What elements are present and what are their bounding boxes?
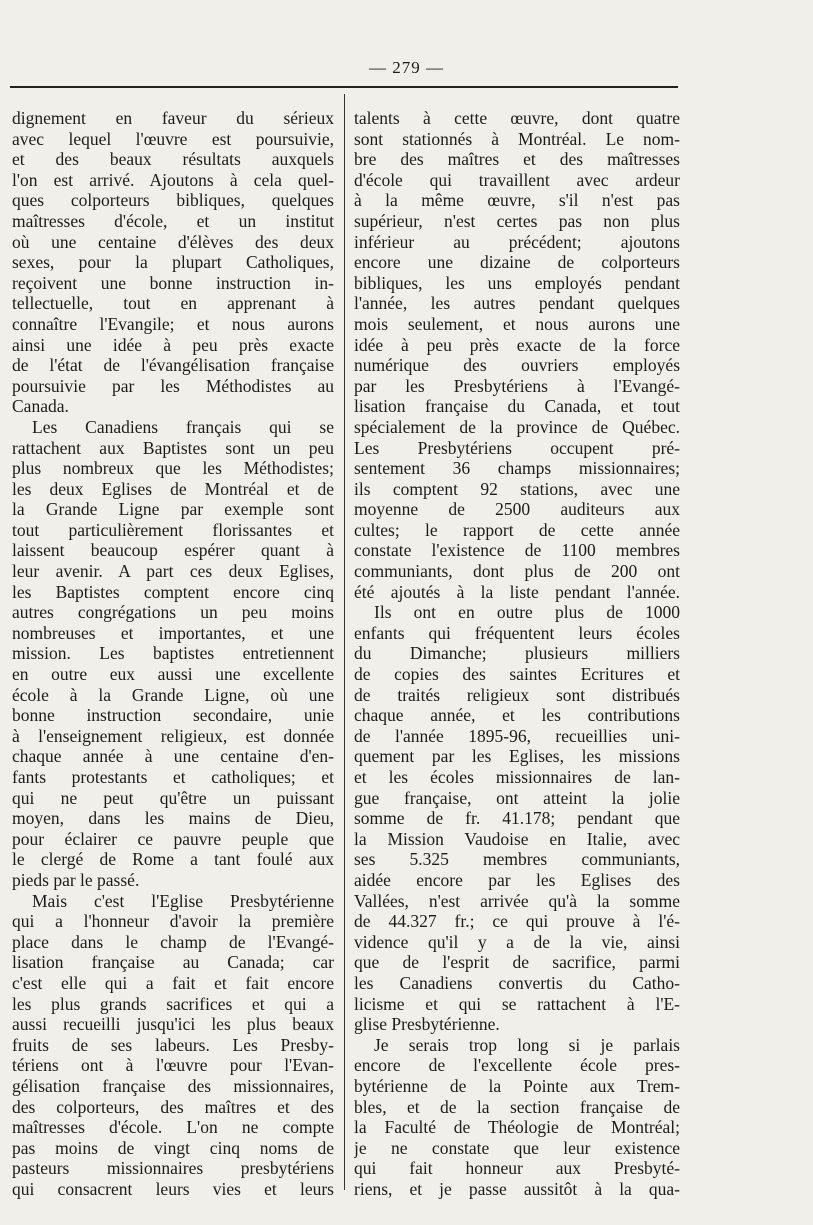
text-line: idée à peu près exacte de la force — [354, 334, 680, 355]
text-line: dignement en faveur du sérieux — [12, 108, 334, 128]
text-line: avec lequel l'œuvre est poursuivie, — [12, 128, 334, 149]
text-line: des colporteurs, des maîtres et des — [12, 1096, 334, 1117]
text-line: glise Presbytérienne. — [354, 1014, 500, 1035]
text-line: licisme et qui se rattachent à l'E- — [354, 993, 680, 1014]
text-line: Ils ont en outre plus de 1000 — [374, 602, 680, 623]
text-line: de 44.327 fr.; ce qui prouve à l'é- — [354, 911, 680, 932]
text-line: riens, et je passe aussitôt à la qua- — [354, 1178, 680, 1199]
text-line: mission. Les baptistes entretiennent — [12, 643, 334, 664]
text-line: quement par les Eglises, les missions — [354, 746, 680, 767]
text-line: ils comptent 92 stations, avec une — [354, 478, 680, 499]
text-line: de l'état de l'évangélisation française — [12, 355, 334, 376]
text-line: lisation française du Canada, et tout — [354, 396, 680, 417]
text-line: qui fait honneur aux Presbyté- — [354, 1158, 680, 1179]
text-line: ques colporteurs bibliques, quelques — [12, 190, 334, 211]
text-line: et des beaux résultats auxquels — [12, 149, 334, 170]
text-line: les Canadiens convertis du Catho- — [354, 972, 680, 993]
text-line: école à la Grande Ligne, où une — [12, 684, 334, 705]
page-number: — 279 — — [369, 58, 444, 77]
text-line: l'année, les autres pendant quelques — [354, 293, 680, 314]
text-line: maîtresses d'école, et un institut — [12, 210, 334, 231]
text-line: qui consacrent leurs vies et leurs — [12, 1178, 334, 1199]
text-line: mois seulement, et nous aurons une — [354, 313, 680, 334]
text-line: rattachent aux Baptistes sont un peu — [12, 437, 334, 458]
text-line: enfants qui fréquentent leurs écoles — [354, 622, 680, 643]
text-line: spécialement de la province de Québec. — [354, 416, 680, 437]
text-line: poursuivie par les Méthodistes au — [12, 375, 334, 396]
text-line: bytérienne de la Pointe aux Trem- — [354, 1075, 680, 1096]
text-line: été ajoutés à la liste pendant l'année. — [354, 581, 680, 602]
text-line: laissent beaucoup espérer quant à — [12, 540, 334, 561]
text-line: c'est elle qui a fait et fait encore — [12, 972, 334, 993]
text-line: bre des maîtres et des maîtresses — [354, 149, 680, 170]
text-line: supérieur, n'est certes pas non plus — [354, 210, 680, 231]
text-line: je ne constate que leur existence — [354, 1137, 680, 1158]
left-column — [12, 108, 334, 1199]
text-line: Les Presbytériens occupent pré- — [354, 437, 680, 458]
text-line: la Mission Vaudoise en Italie, avec — [354, 828, 680, 849]
text-line: les plus grands sacrifices et qui a — [12, 993, 334, 1014]
text-line: nombreuses et importantes, et une — [12, 622, 334, 643]
text-line: les deux Eglises de Montréal et de — [12, 478, 334, 499]
right-column — [354, 108, 680, 1199]
text-line: d'école qui travaillent avec ardeur — [354, 169, 680, 190]
text-line: place dans le champ de l'Evangé- — [12, 931, 334, 952]
text-line: du Dimanche; plusieurs milliers — [354, 643, 680, 664]
text-line: Canada. — [12, 396, 69, 417]
text-line: constate l'existence de 1100 membres — [354, 540, 680, 561]
text-line: lisation française au Canada; car — [12, 952, 334, 973]
text-line: numérique des ouvriers employés — [354, 355, 680, 376]
text-line: tériens ont à l'œuvre pour l'Evan- — [12, 1055, 334, 1076]
text-line: pieds par le passé. — [12, 869, 140, 890]
text-line: de copies des saintes Ecritures et — [354, 664, 680, 685]
text-line: plus nombreux que les Méthodistes; — [12, 458, 334, 479]
text-line: sexes, pour la plupart Catholiques, — [12, 252, 334, 273]
text-line: Vallées, n'est arrivée qu'à la somme — [354, 890, 680, 911]
text-line: bibliques, les uns employés pendant — [354, 272, 680, 293]
text-line: fants protestants et catholiques; et — [12, 767, 334, 787]
text-line: pasteurs missionnaires presbytériens — [12, 1158, 334, 1179]
text-line: chaque année, et les contributions — [354, 705, 680, 726]
text-line: et les écoles missionnaires de lan- — [354, 767, 680, 787]
text-line: où une centaine d'élèves des deux — [12, 231, 334, 252]
text-line: vidence qu'il y a de la vie, ainsi — [354, 931, 680, 952]
text-line: les Baptistes comptent encore cinq — [12, 581, 334, 602]
text-line: encore une dizaine de colporteurs — [354, 252, 680, 273]
text-line: Je serais trop long si je parlais — [374, 1034, 680, 1055]
text-line: pas moins de vingt cinq noms de — [12, 1137, 334, 1158]
text-line: reçoivent une bonne instruction in- — [12, 272, 334, 293]
column-divider — [344, 94, 345, 1190]
text-line: sont stationnés à Montréal. Le nom- — [354, 128, 680, 149]
text-line: aussi recueilli jusqu'ici les plus beaux — [12, 1014, 334, 1035]
text-line: autres congrégations un peu moins — [12, 602, 334, 623]
text-line: gue française, ont atteint la jolie — [354, 787, 680, 808]
text-line: ainsi une idée à peu près exacte — [12, 334, 334, 355]
text-line: connaître l'Evangile; et nous aurons — [12, 313, 334, 334]
text-line: moyen, dans les mains de Dieu, — [12, 808, 334, 829]
text-line: que de l'esprit de sacrifice, parmi — [354, 952, 680, 973]
text-line: tout particulièrement florissantes et — [12, 519, 334, 540]
text-line: gélisation française des missionnaires, — [12, 1075, 334, 1096]
text-line: qui a l'honneur d'avoir la première — [12, 911, 334, 932]
text-line: de l'année 1895-96, recueillies uni- — [354, 725, 680, 746]
text-line: qui ne peut qu'être un puissant — [12, 787, 334, 808]
text-line: en outre eux aussi une excellente — [12, 664, 334, 685]
text-line: Les Canadiens français qui se — [32, 416, 334, 437]
text-line: à l'enseignement religieux, est donnée — [12, 725, 334, 746]
text-line: inférieur au précédent; ajoutons — [354, 231, 680, 252]
text-line: ses 5.325 membres communiants, — [354, 849, 680, 870]
text-line: à la même œuvre, s'il n'est pas — [354, 190, 680, 211]
text-line: somme de fr. 41.178; pendant que — [354, 808, 680, 829]
text-line: tellectuelle, tout en apprenant à — [12, 293, 334, 314]
text-line: cultes; le rapport de cette année — [354, 519, 680, 540]
text-line: fruits de ses labeurs. Les Presby- — [12, 1034, 334, 1055]
text-line: leur avenir. A part ces deux Eglises, — [12, 561, 334, 582]
text-line: l'on est arrivé. Ajoutons à cela quel- — [12, 169, 334, 190]
text-line: encore de l'excellente école pres- — [354, 1055, 680, 1076]
text-line: la Faculté de Théologie de Montréal; — [354, 1117, 680, 1138]
text-line: aidée encore par les Eglises des — [354, 869, 680, 890]
text-line: pour éclairer ce pauvre peuple que — [12, 828, 334, 849]
text-line: bonne instruction secondaire, unie — [12, 705, 334, 726]
text-line: moyenne de 2500 auditeurs aux — [354, 499, 680, 520]
text-line: bles, et de la section française de — [354, 1096, 680, 1117]
text-line: maîtresses d'école. L'on ne compte — [12, 1117, 334, 1138]
text-line: la Grande Ligne par exemple sont — [12, 499, 334, 520]
text-line: communiants, dont plus de 200 ont — [354, 561, 680, 582]
text-line: par les Presbytériens à l'Evangé- — [354, 375, 680, 396]
text-line: chaque année à une centaine d'en- — [12, 746, 334, 767]
text-line: talents à cette œuvre, dont quatre — [354, 108, 680, 128]
text-line: Mais c'est l'Eglise Presbytérienne — [32, 890, 334, 911]
text-line: sentement 36 champs missionnaires; — [354, 458, 680, 479]
text-line: le clergé de Rome a tant foulé aux — [12, 849, 334, 870]
header-rule — [10, 86, 678, 88]
text-line: de traités religieux sont distribués — [354, 684, 680, 705]
